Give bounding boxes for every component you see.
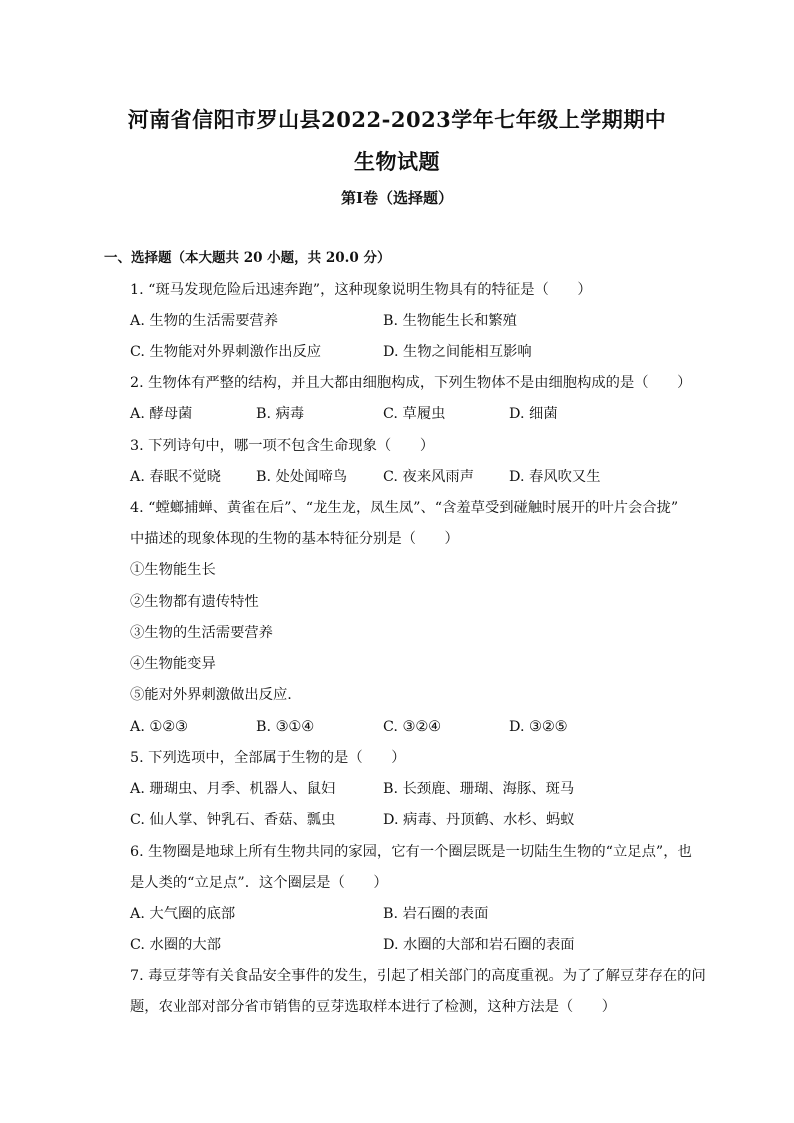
question-1-stem: 1. “斑马发现危险后迅速奔跑”，这种现象说明生物具有的特征是（ ） <box>130 282 592 298</box>
question-7-stem-cont: 题，农业部对部分省市销售的豆芽选取样本进行了检测，这种方法是（ ） <box>130 999 617 1015</box>
question-4-item-3: ③生物的生活需要营养 <box>130 625 273 641</box>
question-3-option-d: D. 春风吹又生 <box>509 469 601 485</box>
question-3-option-a: A. 春眠不觉晓 <box>130 469 221 485</box>
question-2-option-b: B. 病毒 <box>256 406 305 422</box>
question-6-stem: 6. 生物圈是地球上所有生物共同的家园，它有一个圈层既是一切陆生生物的“立足点”，也 <box>130 844 692 860</box>
question-4-item-1: ①生物能生长 <box>130 562 216 578</box>
question-7-stem: 7. 毒豆芽等有关食品安全事件的发生，引起了相关部门的高度重视。为了了解豆芽存在的问 <box>130 968 706 984</box>
question-4-option-b: B. ③①④ <box>256 719 315 735</box>
question-5-option-b: B. 长颈鹿、珊瑚、海豚、斑马 <box>383 781 575 797</box>
question-2-option-a: A. 酵母菌 <box>130 406 193 422</box>
question-5-option-d: D. 病毒、丹顶鹤、水杉、蚂蚁 <box>383 812 575 828</box>
question-4-item-4: ④生物能变异 <box>130 656 216 672</box>
question-3-option-c: C. 夜来风雨声 <box>383 469 475 485</box>
question-1-option-b: B. 生物能生长和繁殖 <box>383 313 517 329</box>
question-4-item-2: ②生物都有遗传特性 <box>130 594 259 610</box>
question-4-stem-cont: 中描述的现象体现的生物的基本特征分别是（ ） <box>130 531 459 547</box>
question-3-option-b: B. 处处闻啼鸟 <box>256 469 348 485</box>
question-6-option-a: A. 大气圈的底部 <box>130 906 236 922</box>
question-5-option-c: C. 仙人掌、钟乳石、香菇、瓢虫 <box>130 812 336 828</box>
question-2-option-d: D. 细菌 <box>509 406 558 422</box>
question-4-stem: 4. “螳螂捕蝉、黄雀在后”、“龙生龙，凤生凤”、“含羞草受到碰触时展开的叶片会合拢” <box>130 500 679 516</box>
question-4-option-c: C. ③②④ <box>383 719 441 735</box>
question-2-stem: 2. 生物体有严整的结构，并且大都由细胞构成，下列生物体不是由细胞构成的是（ ） <box>130 375 692 391</box>
exam-subject-title: 生物试题 <box>354 149 440 174</box>
question-6-stem-cont: 是人类的“立足点”．这个圈层是（ ） <box>130 875 388 891</box>
question-5-stem: 5. 下列选项中，全部属于生物的是（ ） <box>130 750 406 766</box>
question-4-option-d: D. ③②⑤ <box>509 719 568 735</box>
question-1-option-d: D. 生物之间能相互影响 <box>383 344 532 360</box>
question-1-option-c: C. 生物能对外界刺激作出反应 <box>130 344 322 360</box>
question-6-option-b: B. 岩石圈的表面 <box>383 906 489 922</box>
question-4-option-a: A. ①②③ <box>130 719 188 735</box>
volume-heading: 第I卷（选择题） <box>340 189 454 207</box>
question-6-option-c: C. 水圈的大部 <box>130 937 222 953</box>
exam-title: 河南省信阳市罗山县2022-2023学年七年级上学期期中 <box>127 107 667 132</box>
question-2-option-c: C. 草履虫 <box>383 406 446 422</box>
question-3-stem: 3. 下列诗句中，哪一项不包含生命现象（ ） <box>130 438 435 454</box>
question-1-option-a: A. 生物的生活需要营养 <box>130 313 279 329</box>
question-5-option-a: A. 珊瑚虫、月季、机器人、鼠妇 <box>130 781 336 797</box>
question-6-option-d: D. 水圈的大部和岩石圈的表面 <box>383 937 575 953</box>
question-4-item-5: ⑤能对外界刺激做出反应. <box>130 687 292 703</box>
section-heading: 一、选择题（本大题共 20 小题，共 20.0 分） <box>104 250 391 266</box>
